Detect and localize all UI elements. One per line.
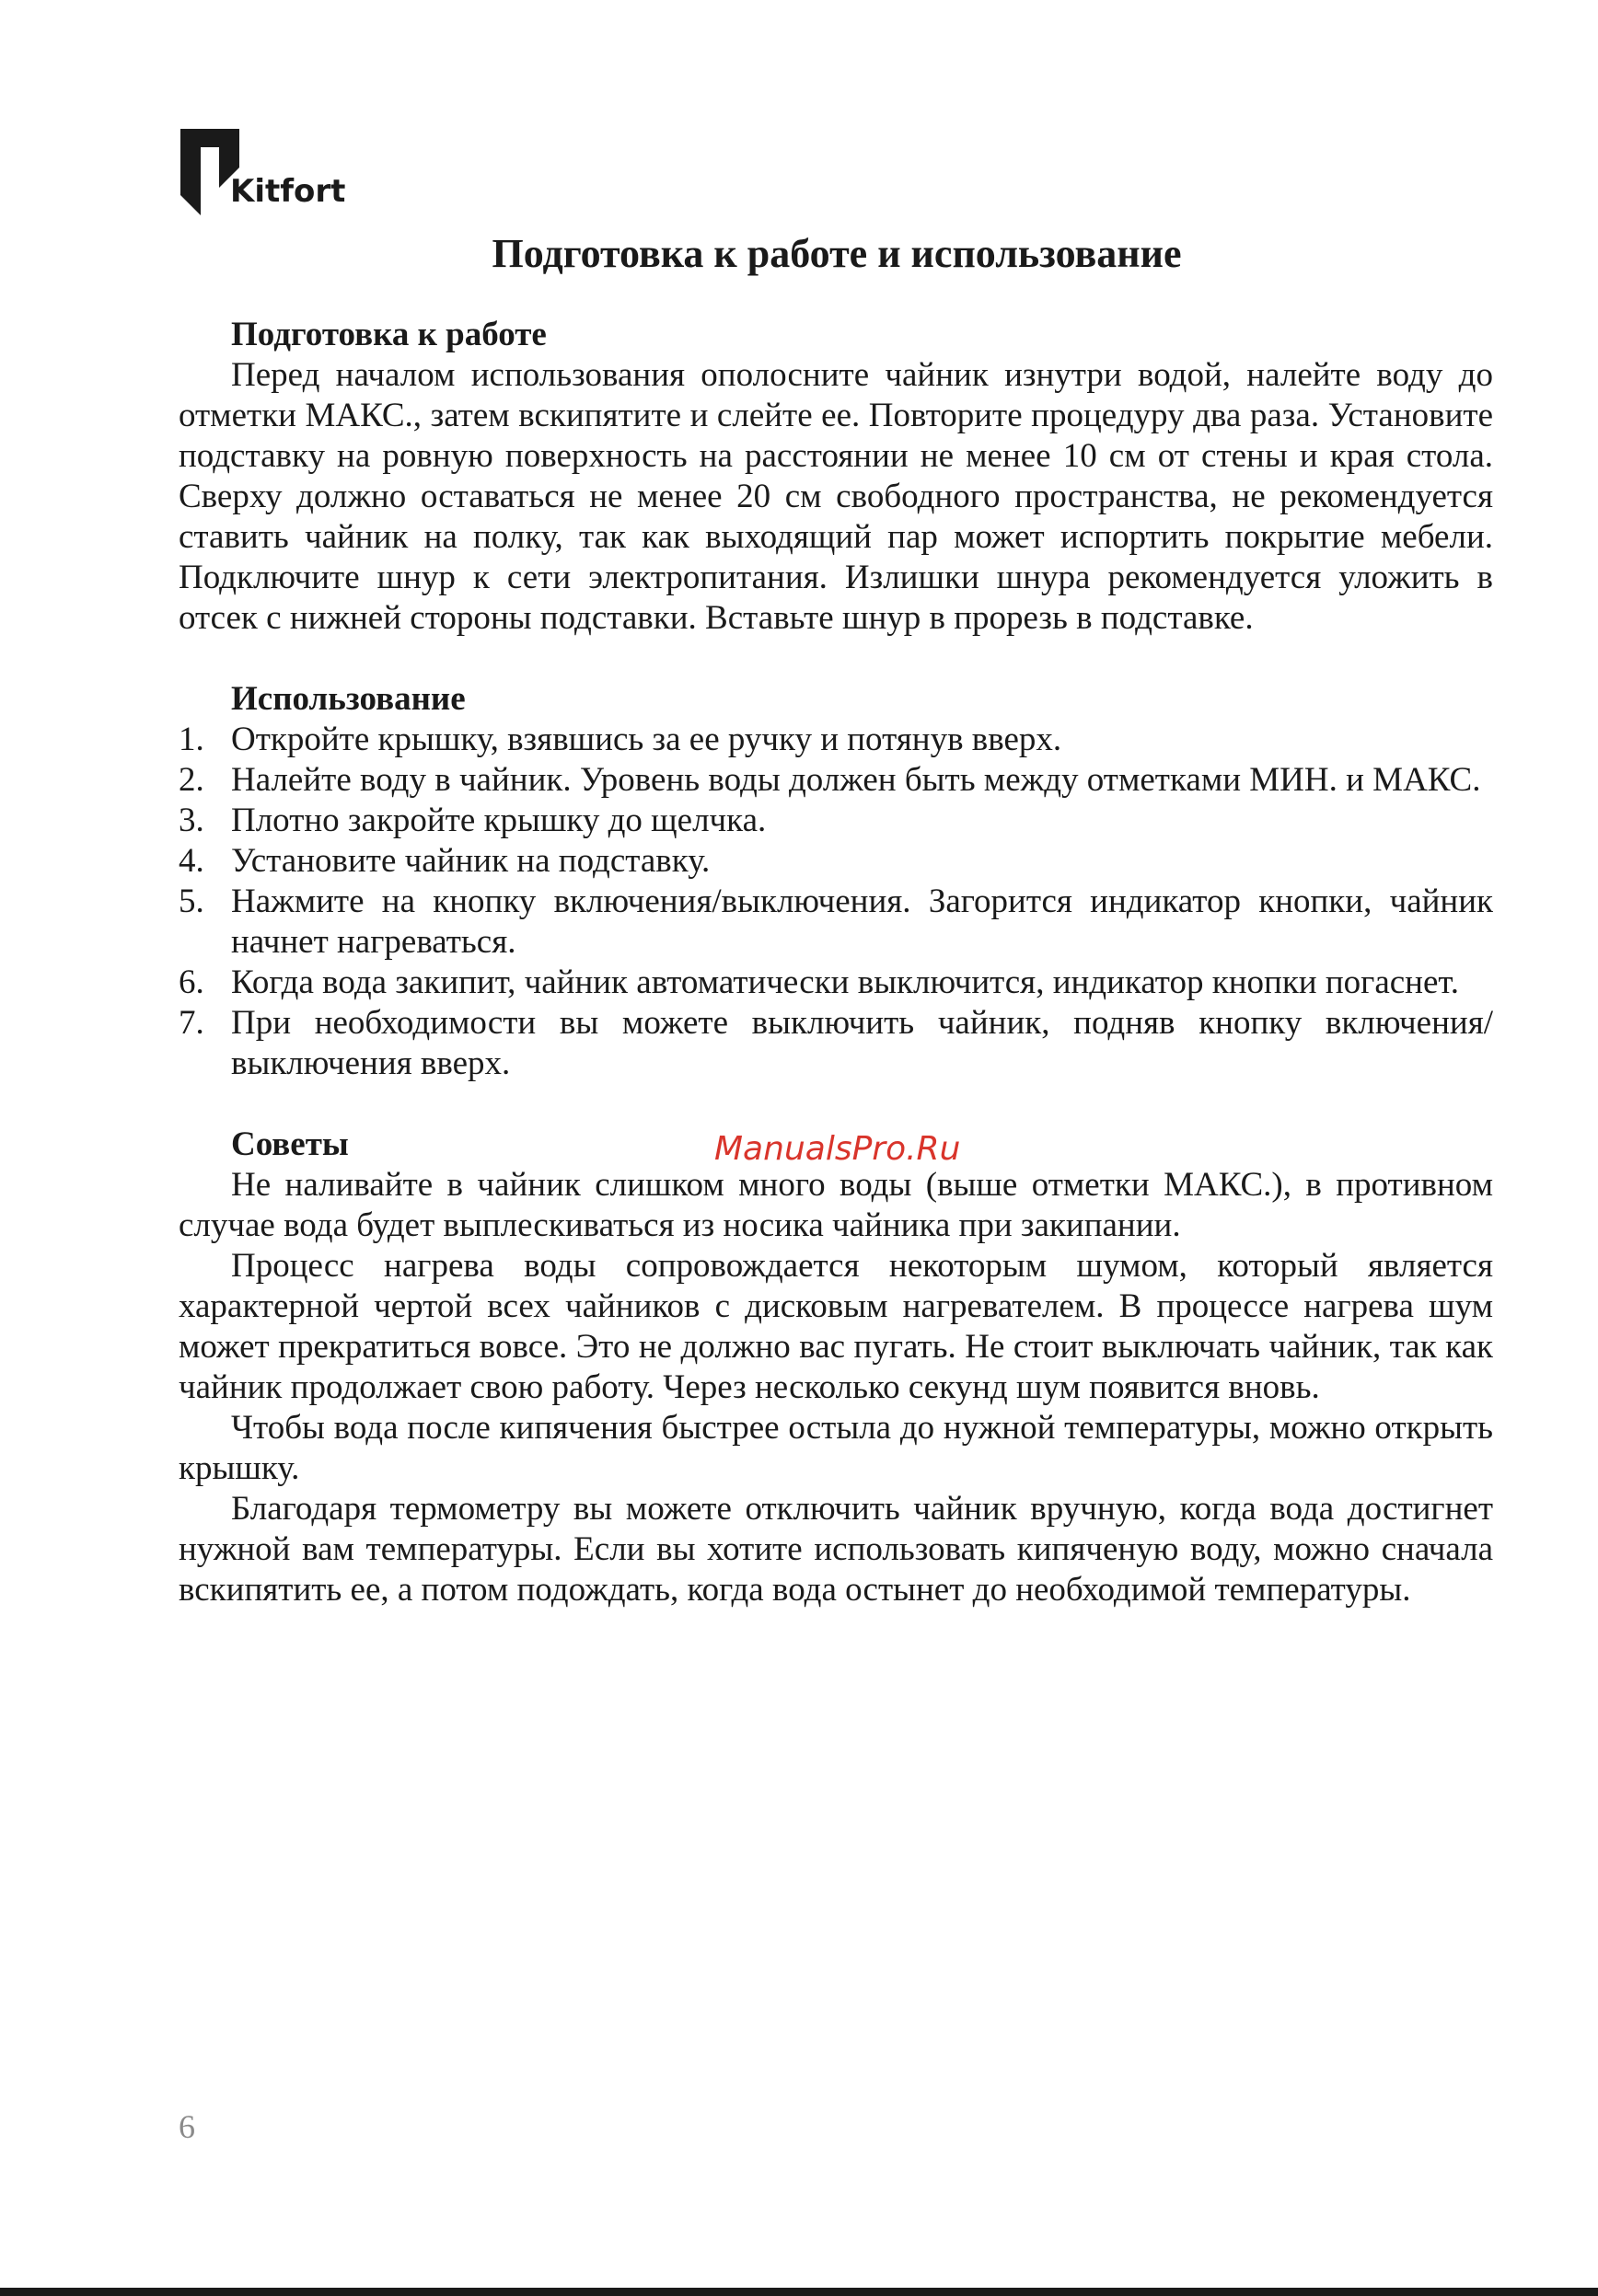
list-item xyxy=(179,882,1493,963)
list-item xyxy=(179,963,1493,1003)
section-heading-usage: Использование xyxy=(231,680,466,718)
step-text: Нажмите на кнопку включения/выключения. Загорится индикатор кнопки, чайник начнет нагреваться. xyxy=(231,883,1493,961)
step-number: 6. xyxy=(179,963,204,1001)
step-number: 5. xyxy=(179,883,204,920)
tips-paragraph: Процесс нагрева воды сопровождается некоторым шумом, который является характерной чертой всех чайников с дисковым нагревателем. В процессе нагрева шум может прекратиться вовсе. Это не должно вас пугать. Не стоит выключать чайник, так как чайник продолжает свою работу. Через несколько секунд шум появится вновь. xyxy=(179,1247,1493,1406)
step-number: 3. xyxy=(179,802,204,839)
page-title: Подготовка к работе и использование xyxy=(492,231,1182,276)
list-item xyxy=(179,1003,1493,1084)
step-text: Налейте воду в чайник. Уровень воды должен быть между отметками МИН. и МАКС. xyxy=(231,761,1481,799)
kitfort-logo xyxy=(179,127,363,219)
step-number: 4. xyxy=(179,842,204,880)
tips-paragraph: Чтобы вода после кипячения быстрее остыла до нужной температуры, можно открыть крышку. xyxy=(179,1409,1493,1487)
watermark: ManualsPro.Ru xyxy=(714,1130,961,1168)
step-number: 7. xyxy=(179,1004,204,1042)
list-item xyxy=(179,760,1493,801)
brand-name: Kitfort xyxy=(230,173,346,210)
usage-steps-list xyxy=(179,720,1493,1084)
step-text: При необходимости вы можете выключить чайник, подняв кнопку включения/выключения вверх. xyxy=(231,1004,1493,1082)
step-number: 1. xyxy=(179,721,204,758)
section-heading-tips: Советы xyxy=(231,1125,349,1163)
step-text: Плотно закройте крышку до щелчка. xyxy=(231,802,767,839)
tips-paragraph: Благодаря термометру вы можете отключить чайник вручную, когда вода достигнет нужной вам температуры. Если вы хотите использовать кипяченую воду, можно сначала вскипятить ее, а потом подождать, когда вода остынет до необходимой температуры. xyxy=(179,1490,1493,1609)
bottom-border xyxy=(0,2288,1598,2296)
page-number: 6 xyxy=(179,2108,195,2145)
list-item xyxy=(179,720,1493,760)
step-text: Откройте крышку, взявшись за ее ручку и потянув вверх. xyxy=(231,721,1062,758)
step-number: 2. xyxy=(179,761,204,799)
tips-paragraph: Не наливайте в чайник слишком много воды (выше отметки МАКС.), в противном случае вода будет выплескиваться из носика чайника при закипании. xyxy=(179,1166,1493,1244)
list-item xyxy=(179,801,1493,841)
prep-paragraph: Перед началом использования ополосните чайник изнутри водой, налейте воду до отметки МАКС., затем вскипятите и слейте ее. Повторите процедуру два раза. Установите подставку на ровную поверхность на расстоянии не менее 10 см от стены и края стола. Сверху должно оставаться не менее 20 см свободного пространства, не рекомендуется ставить чайник на полку, так как выходящий пар может испортить покрытие мебели. Подключите шнур к сети электропитания. Излишки шнура рекомендуется уложить в отсек с нижней стороны подставки. Вставьте шнур в прорезь в подставке. xyxy=(179,356,1493,637)
step-text: Когда вода закипит, чайник автоматически выключится, индикатор кнопки погаснет. xyxy=(231,963,1460,1001)
section-heading-prep: Подготовка к работе xyxy=(231,316,547,353)
step-text: Установите чайник на подставку. xyxy=(231,842,711,880)
list-item xyxy=(179,841,1493,882)
document-body xyxy=(179,315,1493,1610)
